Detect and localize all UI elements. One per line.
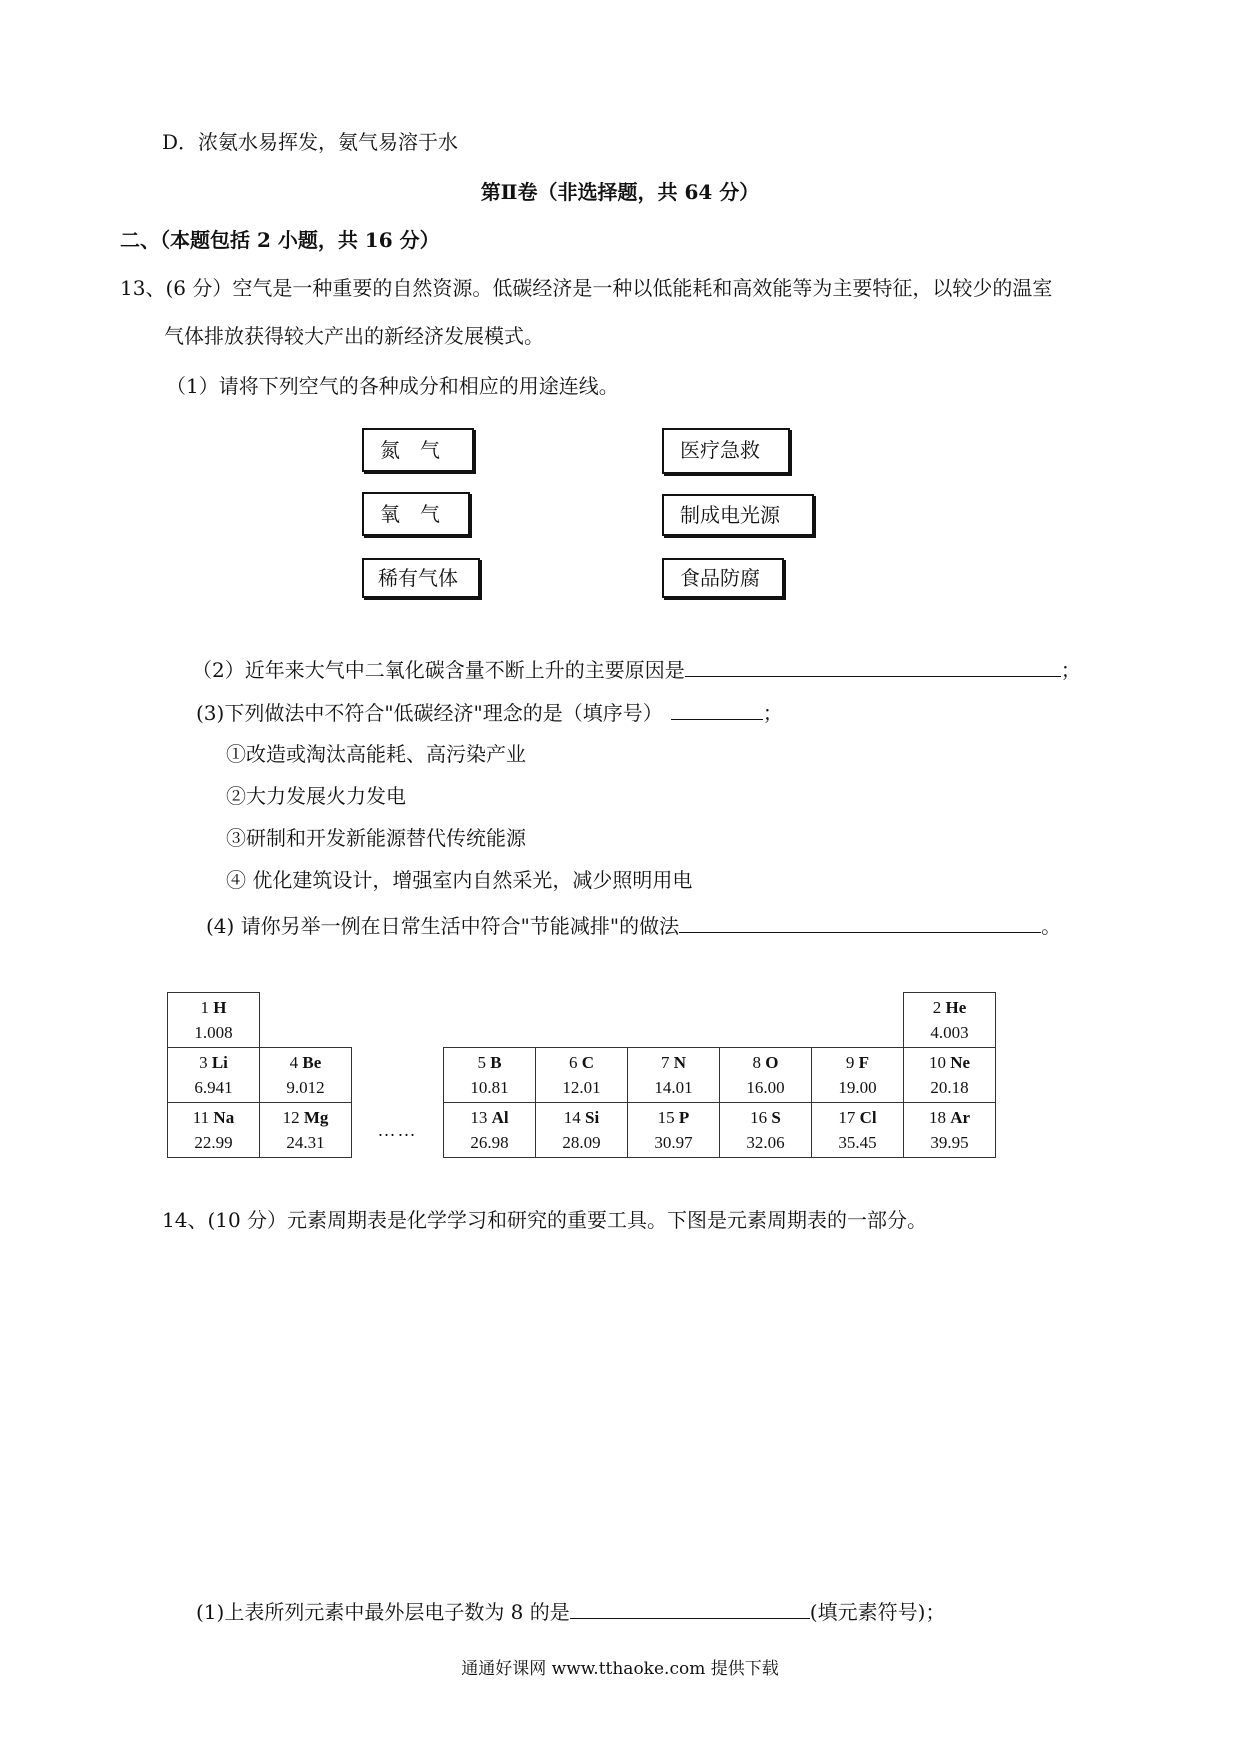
element-cell-Al: 13 Al 26.98 (444, 1103, 536, 1158)
element-cell-He: 2 He 4.003 (904, 993, 996, 1048)
q13-sub2-end: ； (1060, 658, 1081, 682)
q13-sub4 (206, 910, 1061, 940)
q14-intro: 14、(10 分）元素周期表是化学学习和研究的重要工具。下图是元素周期表的一部分。 (162, 1208, 928, 1232)
q13-sub3-answer-blank[interactable] (671, 697, 763, 720)
q13-sub2 (192, 654, 1081, 684)
element-cell-Cl: 17 Cl 35.45 (812, 1103, 904, 1158)
element-cell-Li: 3 Li 6.941 (168, 1048, 260, 1103)
page-footer: 通通好课网 www.tthaoke.com 提供下载 (461, 1659, 779, 1679)
element-cell-Ar: 18 Ar 39.95 (904, 1103, 996, 1158)
q13-option-2: ②大力发展火力发电 (226, 784, 406, 808)
periodic-row-2 (168, 1048, 996, 1103)
q14-sub1-text: (1)上表所列元素中最外层电子数为 8 的是 (196, 1600, 570, 1624)
table-ellipsis: …… (377, 1119, 418, 1140)
component-box-oxygen: 氧 气 (362, 492, 470, 536)
q13-sub3 (196, 697, 783, 727)
q13-intro-line1: 13、(6 分）空气是一种重要的自然资源。低碳经济是一种以低能耗和高效能等为主要特征，以较少的温室 (120, 276, 1053, 300)
element-cell-Na: 11 Na 22.99 (168, 1103, 260, 1158)
q13-sub4-end: 。 (1041, 914, 1062, 938)
q13-sub1: （1）请将下列空气的各种成分和相应的用途连线。 (166, 374, 619, 398)
element-cell-Be: 4 Be 9.012 (260, 1048, 352, 1103)
q13-option-4: ④ 优化建筑设计，增强室内自然采光，减少照明用电 (226, 868, 693, 892)
q13-option-3: ③研制和开发新能源替代传统能源 (226, 826, 526, 850)
q13-sub3-text: (3)下列做法中不符合"低碳经济"理念的是（填序号） (196, 701, 663, 725)
element-cell-F: 9 F 19.00 (812, 1048, 904, 1103)
element-cell-Ne: 10 Ne 20.18 (904, 1048, 996, 1103)
element-cell-N: 7 N 14.01 (628, 1048, 720, 1103)
periodic-row-3 (168, 1103, 996, 1158)
use-box-medical: 医疗急救 (662, 428, 790, 474)
element-cell-S: 16 S 32.06 (720, 1103, 812, 1158)
element-cell-P: 15 P 30.97 (628, 1103, 720, 1158)
use-box-light-source: 制成电光源 (662, 494, 814, 536)
periodic-table (167, 992, 996, 1158)
q14-sub1-answer-blank[interactable] (570, 1596, 810, 1619)
q13-intro-line2: 气体排放获得较大产出的新经济发展模式。 (164, 324, 544, 348)
q13-sub4-text: (4) 请你另举一例在日常生活中符合"节能减排"的做法 (206, 914, 680, 938)
section-title: 第Ⅱ卷（非选择题，共 64 分） (480, 180, 760, 204)
component-box-noble-gas: 稀有气体 (362, 558, 480, 598)
q13-sub4-answer-blank[interactable] (679, 910, 1041, 933)
element-cell-O: 8 O 16.00 (720, 1048, 812, 1103)
part-heading: 二、（本题包括 2 小题，共 16 分） (120, 228, 440, 252)
element-cell-C: 6 C 12.01 (536, 1048, 628, 1103)
q12-option-d: D．浓氨水易挥发，氨气易溶于水 (162, 130, 459, 154)
q13-sub3-end: ； (762, 701, 783, 725)
component-box-nitrogen: 氮 气 (362, 428, 474, 472)
element-cell-B: 5 B 10.81 (444, 1048, 536, 1103)
periodic-row-1 (168, 993, 996, 1048)
use-box-food-preserve: 食品防腐 (662, 558, 784, 598)
element-cell-H: 1 H 1.008 (168, 993, 260, 1048)
q14-sub1 (196, 1596, 945, 1626)
element-cell-Si: 14 Si 28.09 (536, 1103, 628, 1158)
q14-sub1-end: (填元素符号)； (809, 1600, 946, 1624)
q13-sub2-text: （2）近年来大气中二氧化碳含量不断上升的主要原因是 (192, 658, 685, 682)
q13-option-1: ①改造或淘汰高能耗、高污染产业 (226, 742, 526, 766)
element-cell-Mg: 12 Mg 24.31 (260, 1103, 352, 1158)
q13-sub2-answer-blank[interactable] (685, 654, 1061, 677)
